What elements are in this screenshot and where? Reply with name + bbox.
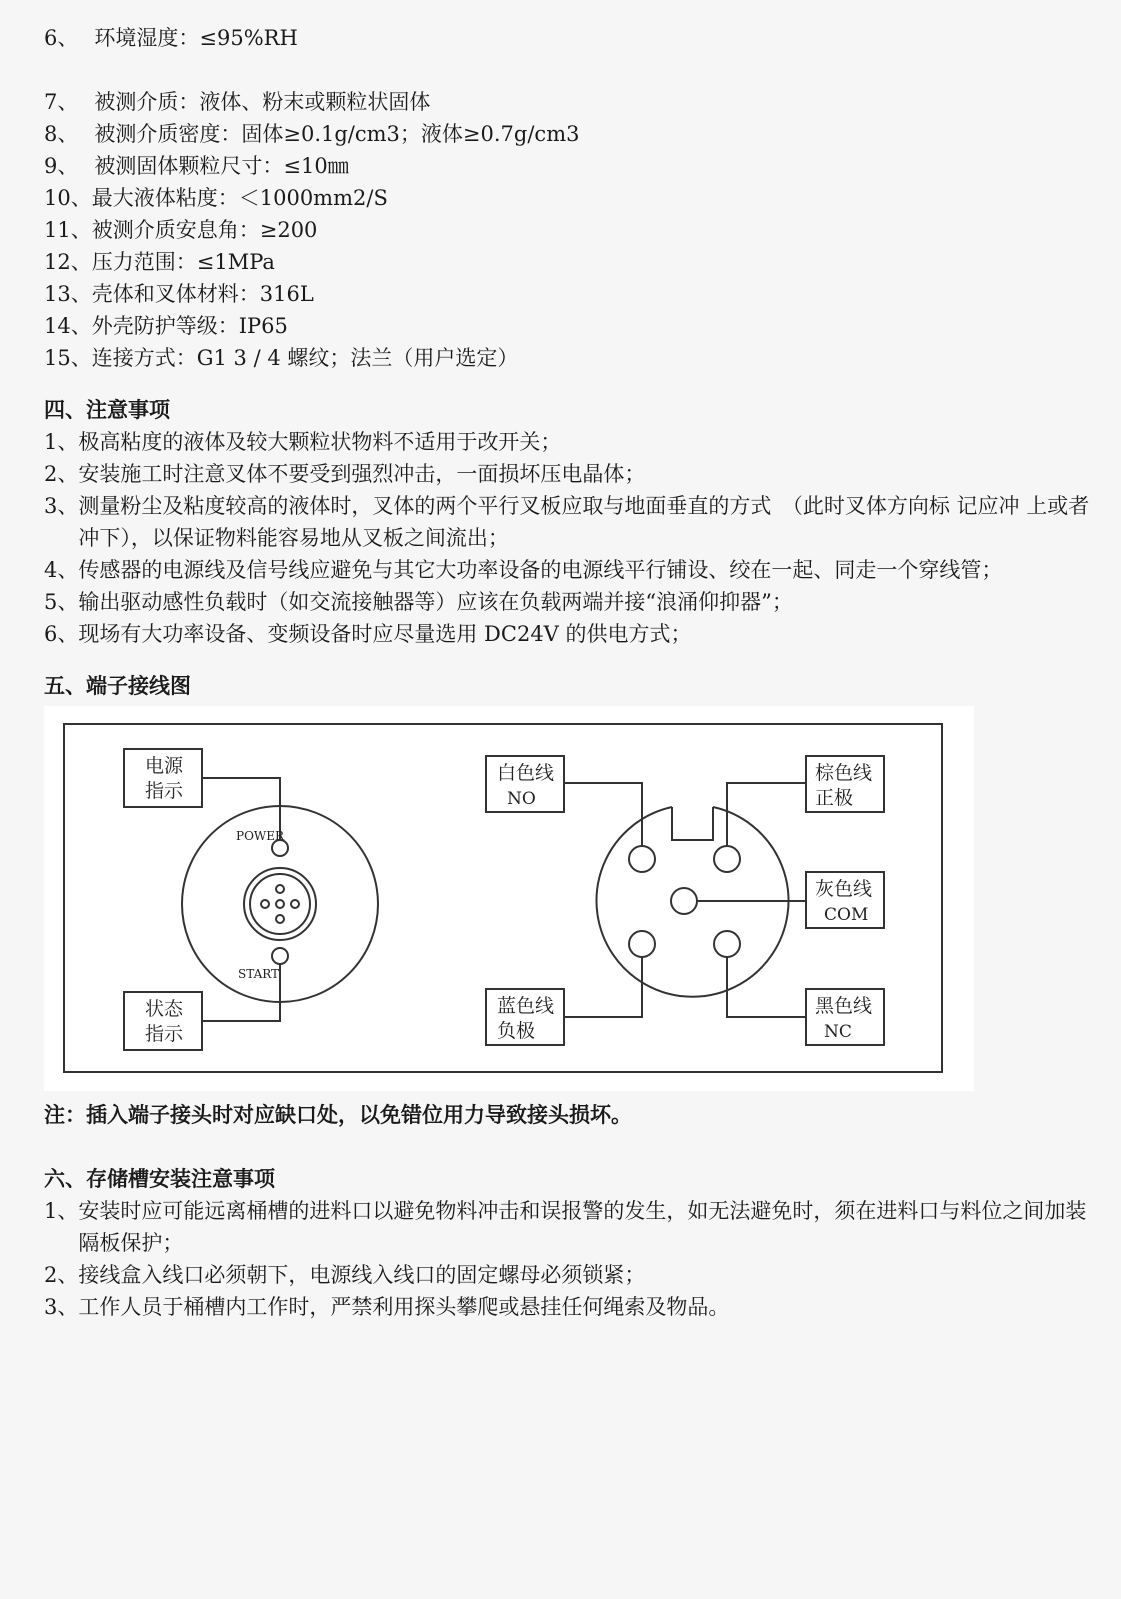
brown-box-line1: 棕色线 bbox=[815, 762, 873, 784]
white-wire bbox=[564, 783, 642, 846]
spec-item: 11、 被测介质安息角：≥200 bbox=[44, 218, 318, 242]
spec-item: 15、 连接方式：G1 3 / 4 螺纹；法兰（用户选定） bbox=[44, 346, 519, 370]
section-4-title: 四、注意事项 bbox=[44, 397, 170, 422]
start-led bbox=[272, 948, 288, 964]
spec-item: 14、 外壳防护等级：IP65 bbox=[44, 314, 288, 338]
spec-item: 6、 环境湿度：≤95%RH bbox=[44, 26, 298, 50]
list-item: 3、 工作人员于桶槽内工作时，严禁利用探头攀爬或悬挂任何绳索及物品。 bbox=[44, 1295, 730, 1319]
gray-box-line2: COM bbox=[824, 905, 869, 925]
socket-pin bbox=[261, 900, 269, 908]
list-item: 1、 极高粘度的液体及较大颗粒状物料不适用于改开关； bbox=[44, 430, 562, 454]
white-box-line1: 白色线 bbox=[497, 762, 555, 784]
power-box-line1: 电源 bbox=[145, 755, 184, 777]
section-5-title: 五、端子接线图 bbox=[44, 673, 191, 698]
list-item: 3、 测量粉尘及粘度较高的液体时，叉体的两个平行叉板应取与地面垂直的方式 （此时叉体方向标 记应冲 上或者冲下），以保证物料能容易地从叉板之间流出； bbox=[44, 494, 1090, 550]
spec-list bbox=[44, 22, 1104, 374]
socket-pin bbox=[276, 885, 284, 893]
pin-brown bbox=[714, 846, 740, 872]
list-item: 1、 安装时应可能远离桶槽的进料口以避免物料冲击和误报警的发生，如无法避免时，须在进料口与料位之间加装隔板保护； bbox=[44, 1199, 1087, 1255]
section-4-list bbox=[44, 426, 1104, 650]
pin-no bbox=[629, 846, 655, 872]
key-notch bbox=[672, 807, 713, 840]
status-box-line1: 状态 bbox=[145, 998, 184, 1020]
spec-item: 10、 最大液体粘度：＜1000mm2/S bbox=[44, 186, 388, 210]
list-item: 2、 安装施工时注意叉体不要受到强烈冲击，一面损坏压电晶体； bbox=[44, 462, 646, 486]
section-6-title: 六、存储槽安装注意事项 bbox=[44, 1166, 275, 1191]
socket-inner bbox=[250, 874, 310, 934]
black-wire bbox=[727, 957, 806, 1017]
spec-item: 9、 被测固体颗粒尺寸：≤10㎜ bbox=[44, 154, 349, 178]
pin-blue bbox=[629, 931, 655, 957]
power-box-line2: 指示 bbox=[145, 780, 184, 802]
blue-box-line1: 蓝色线 bbox=[497, 995, 555, 1017]
socket-pin bbox=[291, 900, 299, 908]
list-item: 6、 现场有大功率设备、变频设备时应尽量选用 DC24V 的供电方式； bbox=[44, 622, 692, 646]
list-item: 2、 接线盒入线口必须朝下，电源线入线口的固定螺母必须锁紧； bbox=[44, 1263, 646, 1287]
start-label: START bbox=[238, 967, 280, 981]
power-label: POWER bbox=[236, 829, 285, 843]
spec-item: 8、 被测介质密度：固体≥0.1g/cm3；液体≥0.7g/cm3 bbox=[44, 122, 580, 146]
brown-wire bbox=[727, 783, 806, 846]
blue-wire bbox=[564, 957, 642, 1017]
brown-box-line2: 正极 bbox=[815, 787, 854, 809]
black-box-line2: NC bbox=[824, 1022, 852, 1042]
socket-pin bbox=[276, 900, 284, 908]
wiring-diagram bbox=[44, 706, 974, 1091]
spec-item: 7、 被测介质：液体、粉末或颗粒状固体 bbox=[44, 90, 431, 114]
spec-item: 12、 压力范围：≤1MPa bbox=[44, 250, 275, 274]
black-box-line1: 黑色线 bbox=[815, 995, 873, 1017]
white-box-line2: NO bbox=[507, 789, 536, 809]
section-6-list bbox=[44, 1195, 1104, 1323]
pin-com bbox=[671, 888, 697, 914]
list-item: 4、 传感器的电源线及信号线应避免与其它大功率设备的电源线平行铺设、绞在一起、同走一个穿线管； bbox=[44, 558, 1003, 582]
document-page bbox=[44, 22, 1104, 1323]
blue-box-line2: 负极 bbox=[497, 1020, 536, 1042]
socket-pin bbox=[276, 915, 284, 923]
list-item: 5、 输出驱动感性负载时（如交流接触器等）应该在负载两端并接“浪涌仰抑器”； bbox=[44, 590, 793, 614]
wiring-note: 注：插入端子接头时对应缺口处，以免错位用力导致接头损坏。 bbox=[44, 1102, 632, 1127]
wiring-diagram-svg bbox=[44, 706, 974, 1091]
pin-nc bbox=[714, 931, 740, 957]
spec-item: 13、 壳体和叉体材料：316L bbox=[44, 282, 314, 306]
status-box-line2: 指示 bbox=[145, 1023, 184, 1045]
socket-ring bbox=[244, 868, 316, 940]
gray-box-line1: 灰色线 bbox=[815, 878, 873, 900]
